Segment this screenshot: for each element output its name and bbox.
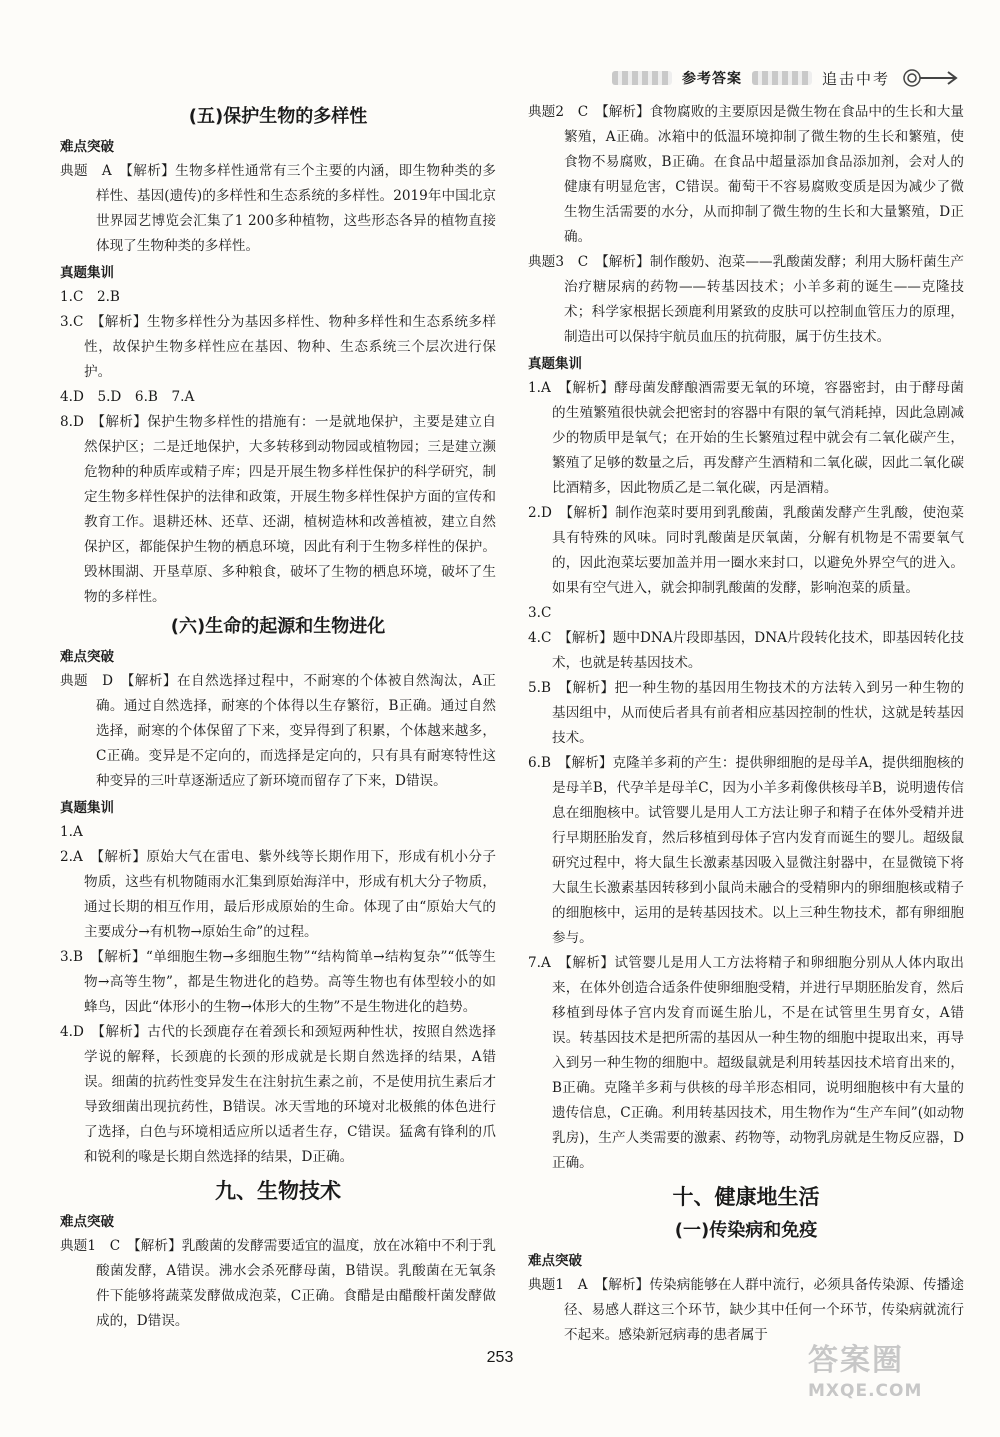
example-answer: 典题3 C 【解析】制作酸奶、泡菜——乳酸菌发酵；利用大肠杆菌生产治疗糖尿病的药物——转基因技术；小羊多莉的诞生——克隆技术；科学家根据长颈鹿利用紧致的皮肤可以控制血管压力的原理，制造出可以保持宇航员血压的抗荷服，属于仿生技术。: [528, 254, 964, 345]
answer-item: 1.C 2.B: [60, 289, 120, 305]
right-column: [528, 100, 964, 1348]
section-title: (一)传染病和免疫: [674, 1220, 818, 1241]
example-answer: 典题2 C 【解析】食物腐败的主要原因是微生物在食品中的生长和大量繁殖，A正确。冰箱中的低温环境抑制了微生物的生长和繁殖，使食物不易腐败，B正确。在食品中超量添加食品添加剂，会对人的健康有明显危害，C错误。葡萄干不容易腐败变质是因为减少了微生物生活需要的水分，从而抑制了微生物的生长和大量繁殖，D正确。: [528, 104, 964, 245]
subsection-heading: 真题集训: [60, 800, 114, 816]
page-number: 253: [486, 1349, 514, 1366]
subsection-heading: 难点突破: [60, 139, 114, 155]
answer-item: 1.A 【解析】酵母菌发酵酿酒需要无氧的环境，容器密封，由于酵母菌的生殖繁殖很快就会把密封的容器中有限的氧气消耗掉，因此急剧减少的物质甲是氧气；在开始的生长繁殖过程中就会有二氧化碳产生，繁殖了足够的数量之后，再发酵产生酒精和二氧化碳，因此二氧化碳比酒精多，因此物质乙是二氧化碳，丙是酒精。: [528, 380, 964, 496]
answer-item: 2.D 【解析】制作泡菜时要用到乳酸菌，乳酸菌发酵产生乳酸，使泡菜具有特殊的风味。同时乳酸菌是厌氧菌，分解有机物是不需要氧气的，因此泡菜坛要加盖并用一圈水来封口，以避免外界空气的进入。如果有空气进入，就会抑制乳酸菌的发酵，影响泡菜的质量。: [528, 505, 964, 596]
left-column: [60, 100, 496, 1334]
answer-item: 4.D 5.D 6.B 7.A: [60, 389, 195, 405]
answer-item: 2.A 【解析】原始大气在雷电、紫外线等长期作用下，形成有机小分子物质，这些有机物随雨水汇集到原始海洋中，形成有机大分子物质，通过长期的相互作用，最后形成原始的生命。体现了由“原始大气的主要成分→有机物→原始生命”的过程。: [60, 849, 496, 940]
answer-item: 5.B 【解析】把一种生物的基因用生物技术的方法转入到另一种生物的基因组中，从而使后者具有前者相应基因控制的性状，这就是转基因技术。: [528, 680, 964, 746]
answer-item: 4.C 【解析】题中DNA片段即基因，DNA片段转化技术，即基因转化技术，也就是转基因技术。: [528, 630, 964, 671]
answer-item: 4.D 【解析】古代的长颈鹿存在着颈长和颈短两种性状，按照自然选择学说的解释，长颈鹿的长颈的形成就是长期自然选择的结果，A错误。细菌的抗药性变异发生在注射抗生素之前，不是使用抗生素后才导致细菌出现抗药性，B错误。冰天雪地的环境对北极熊的体色进行了选择，白色与环境相适应所以适者生存，C错误。猛禽有锋利的爪和锐利的喙是长期自然选择的结果，D正确。: [60, 1024, 496, 1165]
example-answer: 典题1 A 【解析】传染病能够在人群中流行，必须具备传染源、传播途径、易感人群这三个环节，缺少其中任何一个环节，传染病就流行不起来。感染新冠病毒的患者属于: [528, 1277, 964, 1343]
subsection-heading: 真题集训: [60, 265, 114, 281]
header-brand: 追击中考: [821, 69, 890, 88]
header-label: 参考答案: [681, 71, 742, 87]
answer-item: 8.D 【解析】保护生物多样性的措施有：一是就地保护，主要是建立自然保护区；二是迁地保护，大多转移到动物园或植物园；三是建立濒危物种的种质库或精子库；四是开展生物多样性保护的科学研究，制定生物多样性保护的法律和政策，开展生物多样性保护方面的宣传和教育工作。退耕还林、还草、还湖，植树造林和改善植被，建立自然保护区，都能保护生物的栖息环境，因此有利于生物多样性的保护。毁林围湖、开垦草原、多种粮食，破坏了生物的栖息环境，破坏了生物的多样性。: [60, 414, 496, 605]
chapter-title: 九、生物技术: [215, 1179, 341, 1203]
section-title: (五)保护生物的多样性: [188, 106, 368, 127]
answer-item: 3.C 【解析】生物多样性分为基因多样性、物种多样性和生态系统多样性，故保护生物多样性应在基因、物种、生态系统三个层次进行保护。: [60, 314, 496, 380]
arrow-icon: [900, 68, 960, 88]
watermark-url: MXQE.COM: [808, 1381, 923, 1401]
page-header: [612, 64, 960, 92]
answer-item: 3.C: [528, 605, 552, 621]
subsection-heading: 难点突破: [60, 1214, 114, 1230]
answer-item: 1.A: [60, 824, 83, 840]
section-title: (六)生命的起源和生物进化: [170, 616, 386, 637]
example-answer: 典题 D 【解析】在自然选择过程中，不耐寒的个体被自然淘汰，A正确。通过自然选择，耐寒的个体得以生存繁衍，B正确。通过自然选择，耐寒的个体保留了下来，变异得到了积累，个体越来越多，C正确。变异是不定向的，而选择是定向的，只有具有耐寒特性这种变异的三叶草逐渐适应了新环境而留存了下来，D错误。: [60, 673, 496, 789]
example-answer: 典题 A 【解析】生物多样性通常有三个主要的内涵，即生物种类的多样性、基因(遗传)的多样性和生态系统的多样性。2019年中国北京世界园艺博览会汇集了1 200多种植物，这些形态各异的植物直接体现了生物种类的多样性。: [60, 163, 496, 254]
subsection-heading: 真题集训: [528, 356, 582, 372]
answer-item: 3.B 【解析】“单细胞生物→多细胞生物”“结构简单→结构复杂”“低等生物→高等生物”，都是生物进化的趋势。高等生物也有体型较小的如蜂鸟，因此“体形小的生物→体形大的生物”不是生物进化的趋势。: [60, 949, 496, 1015]
answer-item: 7.A 【解析】试管婴儿是用人工方法将精子和卵细胞分别从人体内取出来，在体外创造合适条件使卵细胞受精，并进行早期胚胎发育，然后移植到母体子宫内发育而诞生胎儿，不是在试管里生男育女，A错误。转基因技术是把所需的基因从一种生物的细胞中提取出来，再导入到另一种生物的细胞中。超级鼠就是利用转基因技术培育出来的，B正确。克隆羊多莉与供核的母羊形态相同，说明细胞核中有大量的遗传信息，C正确。利用转基因技术，用生物作为“生产车间”(如动物乳房)，生产人类需要的激素、药物等，动物乳房就是生物反应器，D正确。: [528, 955, 964, 1171]
header-decoration: [612, 71, 672, 85]
subsection-heading: 难点突破: [528, 1253, 582, 1269]
subsection-heading: 难点突破: [60, 649, 114, 665]
watermark: [808, 1342, 968, 1412]
example-answer: 典题1 C 【解析】乳酸菌的发酵需要适宜的温度，放在冰箱中不利于乳酸菌发酵，A错误。沸水会杀死酵母菌，B错误。乳酸菌在无氧条件下能够将蔬菜发酵做成泡菜，C正确。食醋是由醋酸杆菌发酵做成的，D错误。: [60, 1238, 496, 1329]
chapter-title: 十、健康地生活: [672, 1185, 820, 1209]
watermark-logo-text: 答案圈: [808, 1343, 904, 1378]
header-decoration: [752, 71, 812, 85]
answer-item: 6.B 【解析】克隆羊多莉的产生：提供卵细胞的是母羊A，提供细胞核的是母羊B，代孕羊是母羊C，因为小羊多莉像供核母羊B，说明遗传信息在细胞核中。试管婴儿是用人工方法让卵子和精子在体外受精并进行早期胚胎发育，然后移植到母体子宫内发育而诞生的婴儿。超级鼠研究过程中，将大鼠生长激素基因吸入显微注射器中，在显微镜下将大鼠生长激素基因转移到小鼠尚未融合的受精卵内的卵细胞核或精子的细胞核中，运用的是转基因技术。以上三种生物技术，都有卵细胞参与。: [528, 755, 964, 946]
